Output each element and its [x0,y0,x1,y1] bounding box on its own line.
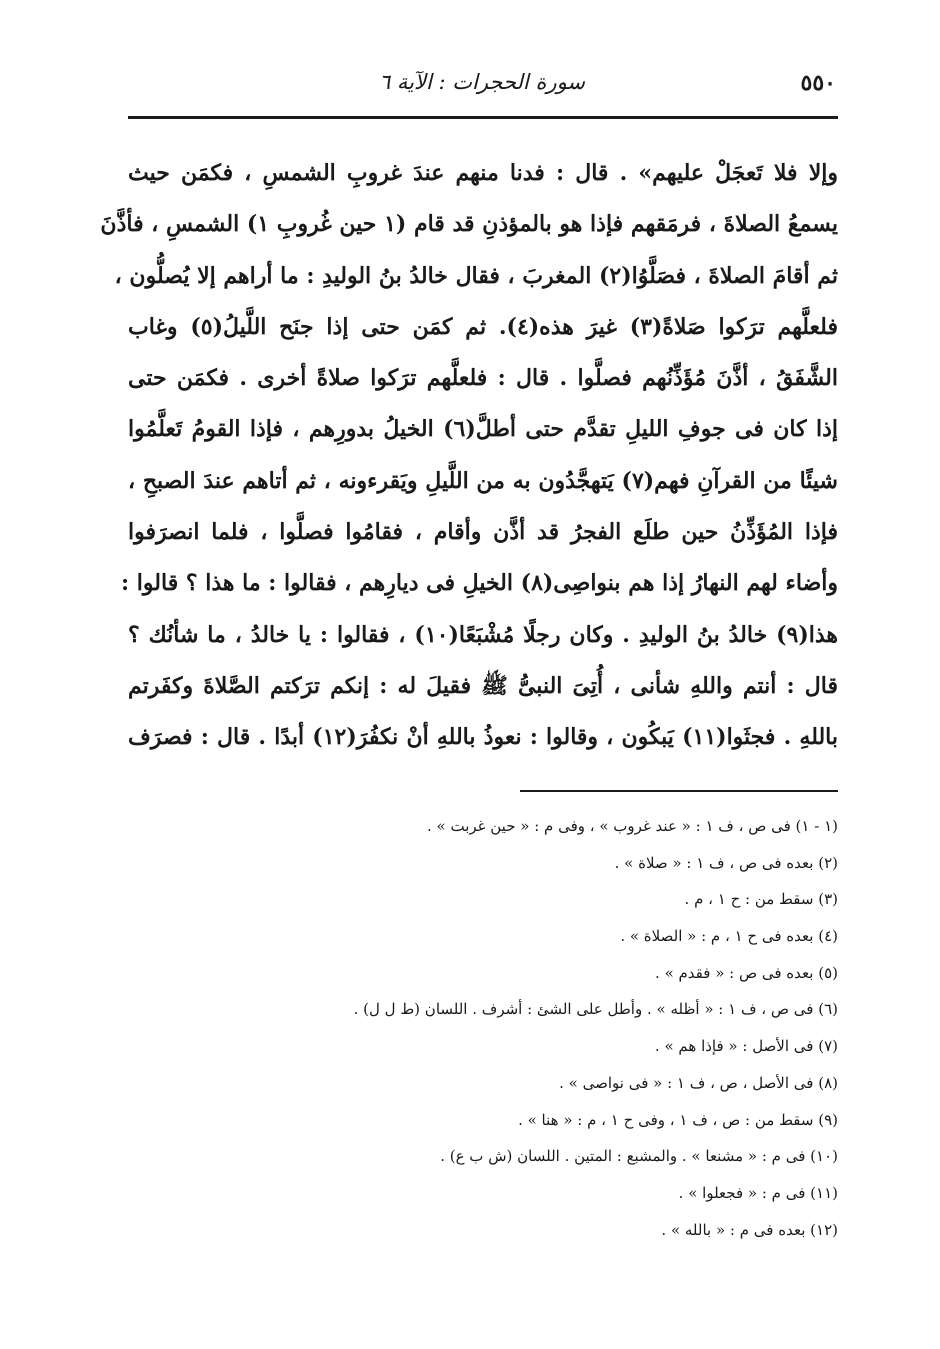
text-line: هذا(٩) خالدُ بنُ الوليدِ . وكان رجلًا مُشْبَعًا(١٠) ، فقالوا : يا خالدُ ، ما شأنُك ؟ [128,621,838,648]
footnote: (١١) فى م : « فجعلوا » . [678,1183,838,1202]
footnote: (١ - ١) فى ص ، ف ١ : « عند غروب » ، وفى م : « حين غربت » . [426,817,838,835]
running-title: سورة الحجرات : الآية ٦ [378,70,586,94]
main-text [100,148,839,764]
text-line: باللهِ . فجثَوا(١١) يَبكُون ، وقالوا : نعوذُ باللهِ أنْ نكفُرَ(١٢) أبدًا . قال : فصرَف [128,724,839,751]
footnote: (٩) سقط من : ص ، ف ١ ، وفى ح ١ ، م : « هنا » . [518,1110,838,1129]
header-rule [128,116,838,119]
text-line: الشَّفَقُ ، أذَّنَ مُؤَذِّنُهم فصلَّوا . قال : فلعلَّهم ترَكوا صلاةً أخرى . فكمَن حتى [128,365,838,392]
footnote: (٢) بعده فى ص ، ف ١ : « صلاة » . [614,853,838,872]
footnote-separator [520,790,838,792]
text-line: وأضاء لهم النهارُ إذا هم بنواصِى(٨) الخيلِ فى ديارِهم ، فقالوا : ما هذا ؟ قالوا : [121,570,838,597]
text-line: شيئًا من القرآنِ فهم(٧) يَتهجَّدُون به من اللَّيلِ ويَقرءونه ، ثم أتاهم عندَ الصبحِ ، [128,467,838,494]
footnote: (٨) فى الأصل ، ص ، ف ١ : « فى نواصى » . [559,1073,838,1092]
text-line: يسمعُ الصلاةَ ، فرمَقهم فإذا هو بالمؤذنِ قد قام (١ حين غُروبِ ١) الشمسِ ، فأذَّنَ [100,211,838,238]
page-number: ٥٥٠ [800,70,836,96]
footnote: (٣) سقط من : ح ١ ، م . [684,890,838,909]
footnote: (٥) بعده فى ص : « فقدم » . [655,963,838,982]
text-line: ثم أقامَ الصلاةَ ، فصَلَّوُا(٢) المغربَ ، فقال خالدُ بنُ الوليدِ : ما أراهم إلا يُصلُّون ، [114,262,838,289]
page-header [128,66,836,106]
footnote: (٧) فى الأصل : « فإذا هم » . [654,1037,838,1056]
footnote: (١٠) فى م : « مشنعا » . والمشبع : المتين . اللسان (ش ب ع) . [440,1147,838,1166]
footnotes [160,808,838,1248]
footnote: (١٢) بعده فى م : « بالله » . [661,1220,838,1239]
text-line: فإذا المُؤَذِّنُ حين طلَع الفجرُ قد أذَّن وأقام ، فقامُوا فصلَّوا ، فلما انصرَفوا [128,519,838,546]
footnote: (٦) فى ص ، ف ١ : « أظله » . وأطل على الشئ : أشرف . اللسان (ط ل ل) . [353,1000,838,1019]
text-line: وإلا فلا تَعجَلْ عليهم» . قال : فدنا منهم عندَ غروبِ الشمسِ ، فكمَن حيث [128,160,838,186]
text-line: إذا كان فى جوفِ الليلِ تقدَّم حتى أطلَّ(٦) الخيلُ بدورِهم ، فإذا القومُ تَعلَّمُوا [128,416,838,443]
text-line: قال : أنتم واللهِ شأنى ، أُتِىَ النبىُّ ﷺ فقيلَ له : إنكم ترَكتم الصَّلاةَ وكفَرتم [128,672,838,699]
text-line: فلعلَّهم ترَكوا صَلاةً(٣) غيرَ هذه(٤). ثم كمَن حتى إذا جنَح اللَّيلُ(٥) وغاب [128,313,838,340]
footnote: (٤) بعده فى ح ١ ، م : « الصلاة » . [620,927,838,946]
